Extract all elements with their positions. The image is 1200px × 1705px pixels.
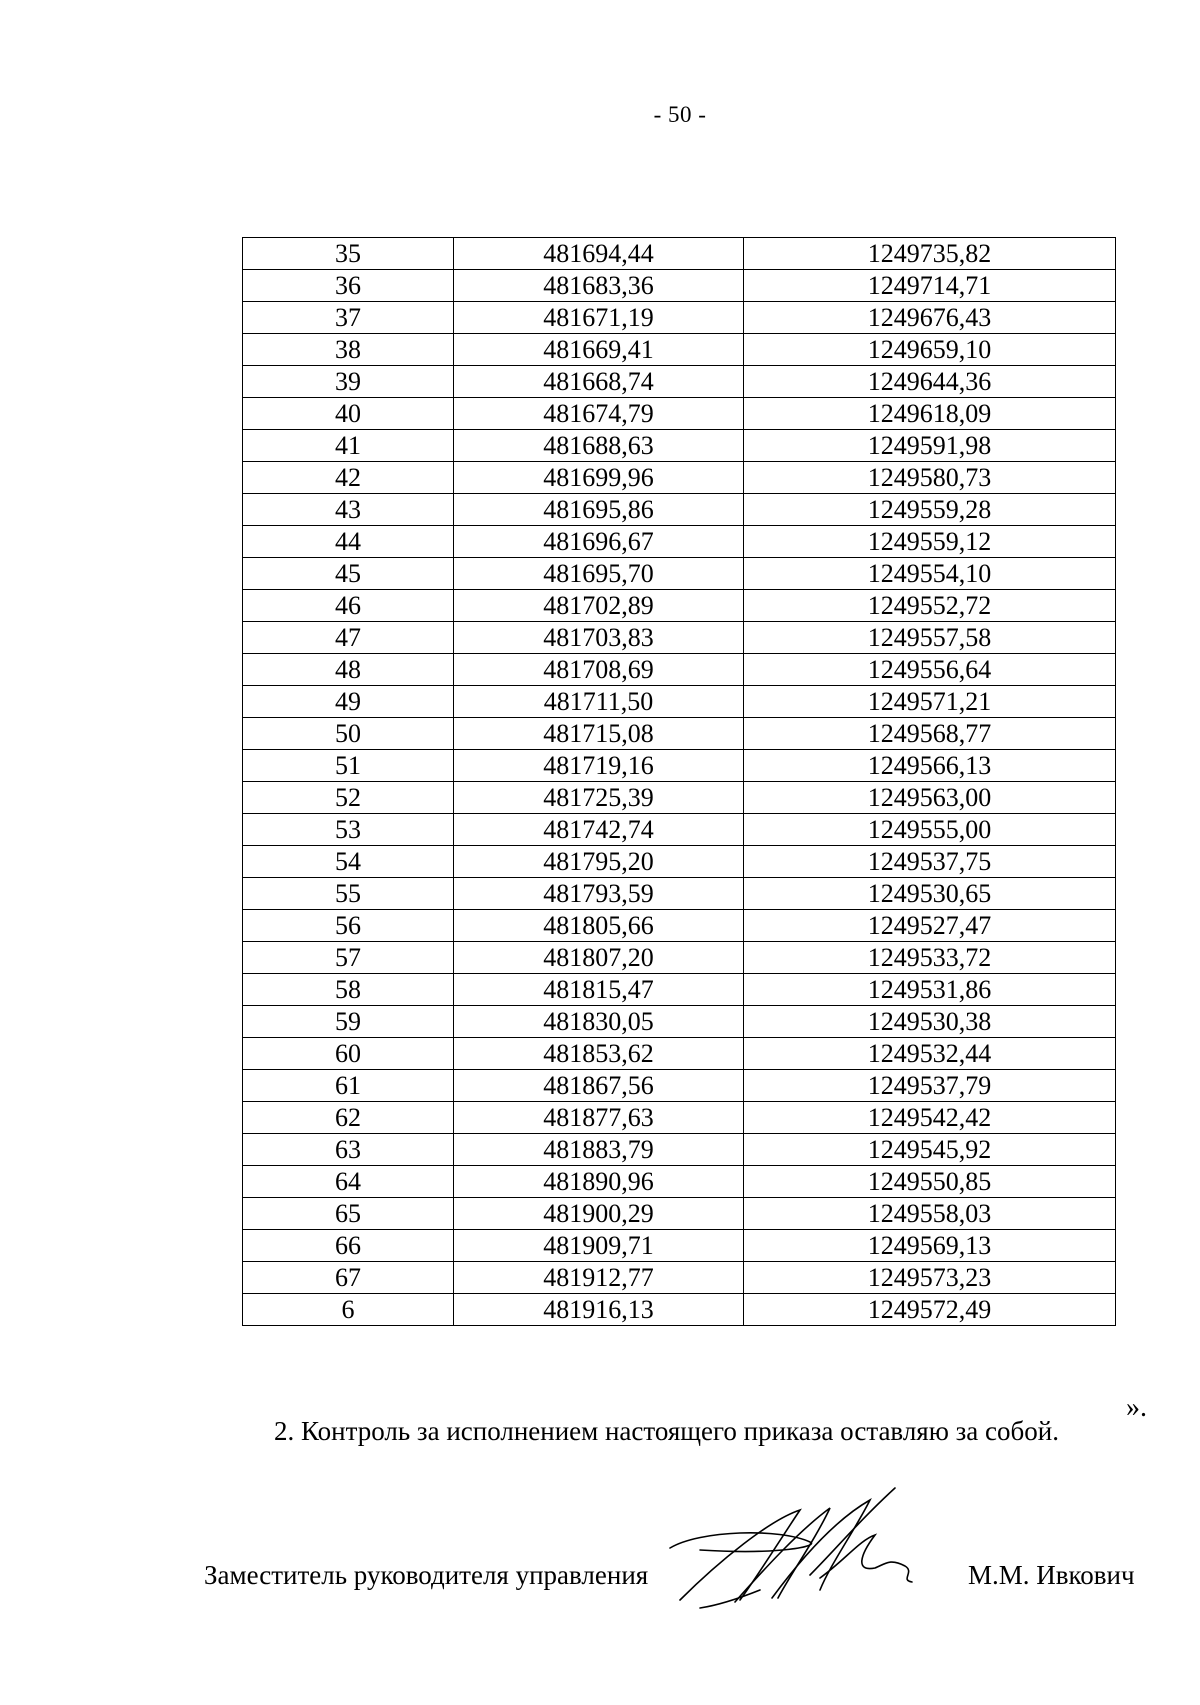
point-number-cell: 43 bbox=[243, 494, 454, 526]
point-number-cell: 38 bbox=[243, 334, 454, 366]
point-number-cell: 46 bbox=[243, 590, 454, 622]
coordinates-table-body bbox=[243, 238, 1116, 1326]
x-coordinate-cell: 481815,47 bbox=[454, 974, 744, 1006]
paragraph-control-clause: 2. Контроль за исполнением настоящего приказа оставляю за собой. bbox=[274, 1416, 1059, 1446]
y-coordinate-cell: 1249532,44 bbox=[744, 1038, 1116, 1070]
table-row bbox=[243, 814, 1116, 846]
x-coordinate-cell: 481671,19 bbox=[454, 302, 744, 334]
x-coordinate-cell: 481900,29 bbox=[454, 1198, 744, 1230]
table-row bbox=[243, 910, 1116, 942]
x-coordinate-cell: 481683,36 bbox=[454, 270, 744, 302]
point-number-cell: 47 bbox=[243, 622, 454, 654]
point-number-cell: 6 bbox=[243, 1294, 454, 1326]
table-row bbox=[243, 622, 1116, 654]
point-number-cell: 41 bbox=[243, 430, 454, 462]
point-number-cell: 39 bbox=[243, 366, 454, 398]
point-number-cell: 67 bbox=[243, 1262, 454, 1294]
point-number-cell: 49 bbox=[243, 686, 454, 718]
table-row bbox=[243, 942, 1116, 974]
point-number-cell: 48 bbox=[243, 654, 454, 686]
table-row bbox=[243, 686, 1116, 718]
y-coordinate-cell: 1249618,09 bbox=[744, 398, 1116, 430]
y-coordinate-cell: 1249530,65 bbox=[744, 878, 1116, 910]
y-coordinate-cell: 1249573,23 bbox=[744, 1262, 1116, 1294]
y-coordinate-cell: 1249556,64 bbox=[744, 654, 1116, 686]
table-row bbox=[243, 846, 1116, 878]
point-number-cell: 37 bbox=[243, 302, 454, 334]
table-row bbox=[243, 558, 1116, 590]
y-coordinate-cell: 1249557,58 bbox=[744, 622, 1116, 654]
table-row bbox=[243, 494, 1116, 526]
y-coordinate-cell: 1249558,03 bbox=[744, 1198, 1116, 1230]
table-row bbox=[243, 750, 1116, 782]
table-row bbox=[243, 1230, 1116, 1262]
y-coordinate-cell: 1249537,79 bbox=[744, 1070, 1116, 1102]
closing-quote: ». bbox=[1126, 1392, 1147, 1423]
x-coordinate-cell: 481793,59 bbox=[454, 878, 744, 910]
y-coordinate-cell: 1249533,72 bbox=[744, 942, 1116, 974]
signer-title: Заместитель руководителя управления bbox=[204, 1560, 649, 1590]
x-coordinate-cell: 481742,74 bbox=[454, 814, 744, 846]
table-row bbox=[243, 654, 1116, 686]
x-coordinate-cell: 481830,05 bbox=[454, 1006, 744, 1038]
point-number-cell: 44 bbox=[243, 526, 454, 558]
point-number-cell: 45 bbox=[243, 558, 454, 590]
handwritten-signature bbox=[660, 1480, 960, 1630]
x-coordinate-cell: 481674,79 bbox=[454, 398, 744, 430]
y-coordinate-cell: 1249735,82 bbox=[744, 238, 1116, 270]
x-coordinate-cell: 481725,39 bbox=[454, 782, 744, 814]
table-row bbox=[243, 1134, 1116, 1166]
x-coordinate-cell: 481853,62 bbox=[454, 1038, 744, 1070]
point-number-cell: 56 bbox=[243, 910, 454, 942]
x-coordinate-cell: 481694,44 bbox=[454, 238, 744, 270]
point-number-cell: 60 bbox=[243, 1038, 454, 1070]
table-row bbox=[243, 878, 1116, 910]
table-row bbox=[243, 1262, 1116, 1294]
point-number-cell: 58 bbox=[243, 974, 454, 1006]
x-coordinate-cell: 481909,71 bbox=[454, 1230, 744, 1262]
point-number-cell: 66 bbox=[243, 1230, 454, 1262]
y-coordinate-cell: 1249591,98 bbox=[744, 430, 1116, 462]
y-coordinate-cell: 1249714,71 bbox=[744, 270, 1116, 302]
x-coordinate-cell: 481912,77 bbox=[454, 1262, 744, 1294]
x-coordinate-cell: 481688,63 bbox=[454, 430, 744, 462]
signer-name: М.М. Ивкович bbox=[968, 1560, 1135, 1590]
y-coordinate-cell: 1249559,28 bbox=[744, 494, 1116, 526]
x-coordinate-cell: 481702,89 bbox=[454, 590, 744, 622]
x-coordinate-cell: 481695,70 bbox=[454, 558, 744, 590]
table-row bbox=[243, 1102, 1116, 1134]
table-row bbox=[243, 238, 1116, 270]
x-coordinate-cell: 481711,50 bbox=[454, 686, 744, 718]
y-coordinate-cell: 1249555,00 bbox=[744, 814, 1116, 846]
x-coordinate-cell: 481795,20 bbox=[454, 846, 744, 878]
y-coordinate-cell: 1249644,36 bbox=[744, 366, 1116, 398]
y-coordinate-cell: 1249569,13 bbox=[744, 1230, 1116, 1262]
x-coordinate-cell: 481695,86 bbox=[454, 494, 744, 526]
x-coordinate-cell: 481916,13 bbox=[454, 1294, 744, 1326]
point-number-cell: 57 bbox=[243, 942, 454, 974]
y-coordinate-cell: 1249554,10 bbox=[744, 558, 1116, 590]
x-coordinate-cell: 481668,74 bbox=[454, 366, 744, 398]
x-coordinate-cell: 481867,56 bbox=[454, 1070, 744, 1102]
table-row bbox=[243, 1166, 1116, 1198]
y-coordinate-cell: 1249563,00 bbox=[744, 782, 1116, 814]
y-coordinate-cell: 1249530,38 bbox=[744, 1006, 1116, 1038]
point-number-cell: 59 bbox=[243, 1006, 454, 1038]
table-row bbox=[243, 526, 1116, 558]
point-number-cell: 55 bbox=[243, 878, 454, 910]
page-number: - 50 - bbox=[653, 102, 707, 127]
x-coordinate-cell: 481807,20 bbox=[454, 942, 744, 974]
point-number-cell: 52 bbox=[243, 782, 454, 814]
point-number-cell: 62 bbox=[243, 1102, 454, 1134]
point-number-cell: 54 bbox=[243, 846, 454, 878]
point-number-cell: 35 bbox=[243, 238, 454, 270]
y-coordinate-cell: 1249550,85 bbox=[744, 1166, 1116, 1198]
point-number-cell: 51 bbox=[243, 750, 454, 782]
table-row bbox=[243, 1198, 1116, 1230]
table-row bbox=[243, 462, 1116, 494]
x-coordinate-cell: 481699,96 bbox=[454, 462, 744, 494]
x-coordinate-cell: 481805,66 bbox=[454, 910, 744, 942]
table-row bbox=[243, 430, 1116, 462]
table-row bbox=[243, 302, 1116, 334]
point-number-cell: 42 bbox=[243, 462, 454, 494]
table-row bbox=[243, 782, 1116, 814]
point-number-cell: 63 bbox=[243, 1134, 454, 1166]
y-coordinate-cell: 1249552,72 bbox=[744, 590, 1116, 622]
table-row bbox=[243, 398, 1116, 430]
y-coordinate-cell: 1249527,47 bbox=[744, 910, 1116, 942]
y-coordinate-cell: 1249537,75 bbox=[744, 846, 1116, 878]
table-row bbox=[243, 1294, 1116, 1326]
y-coordinate-cell: 1249545,92 bbox=[744, 1134, 1116, 1166]
x-coordinate-cell: 481883,79 bbox=[454, 1134, 744, 1166]
table-row bbox=[243, 366, 1116, 398]
point-number-cell: 53 bbox=[243, 814, 454, 846]
x-coordinate-cell: 481708,69 bbox=[454, 654, 744, 686]
x-coordinate-cell: 481719,16 bbox=[454, 750, 744, 782]
x-coordinate-cell: 481877,63 bbox=[454, 1102, 744, 1134]
point-number-cell: 50 bbox=[243, 718, 454, 750]
coordinates-table bbox=[242, 237, 1116, 1326]
y-coordinate-cell: 1249568,77 bbox=[744, 718, 1116, 750]
y-coordinate-cell: 1249542,42 bbox=[744, 1102, 1116, 1134]
point-number-cell: 36 bbox=[243, 270, 454, 302]
point-number-cell: 64 bbox=[243, 1166, 454, 1198]
y-coordinate-cell: 1249659,10 bbox=[744, 334, 1116, 366]
y-coordinate-cell: 1249676,43 bbox=[744, 302, 1116, 334]
table-row bbox=[243, 718, 1116, 750]
table-row bbox=[243, 1038, 1116, 1070]
y-coordinate-cell: 1249572,49 bbox=[744, 1294, 1116, 1326]
point-number-cell: 61 bbox=[243, 1070, 454, 1102]
y-coordinate-cell: 1249566,13 bbox=[744, 750, 1116, 782]
table-row bbox=[243, 1070, 1116, 1102]
table-row bbox=[243, 270, 1116, 302]
y-coordinate-cell: 1249580,73 bbox=[744, 462, 1116, 494]
x-coordinate-cell: 481890,96 bbox=[454, 1166, 744, 1198]
table-row bbox=[243, 590, 1116, 622]
x-coordinate-cell: 481703,83 bbox=[454, 622, 744, 654]
point-number-cell: 65 bbox=[243, 1198, 454, 1230]
y-coordinate-cell: 1249571,21 bbox=[744, 686, 1116, 718]
table-row bbox=[243, 974, 1116, 1006]
table-row bbox=[243, 334, 1116, 366]
x-coordinate-cell: 481715,08 bbox=[454, 718, 744, 750]
x-coordinate-cell: 481669,41 bbox=[454, 334, 744, 366]
y-coordinate-cell: 1249559,12 bbox=[744, 526, 1116, 558]
point-number-cell: 40 bbox=[243, 398, 454, 430]
table-row bbox=[243, 1006, 1116, 1038]
y-coordinate-cell: 1249531,86 bbox=[744, 974, 1116, 1006]
x-coordinate-cell: 481696,67 bbox=[454, 526, 744, 558]
